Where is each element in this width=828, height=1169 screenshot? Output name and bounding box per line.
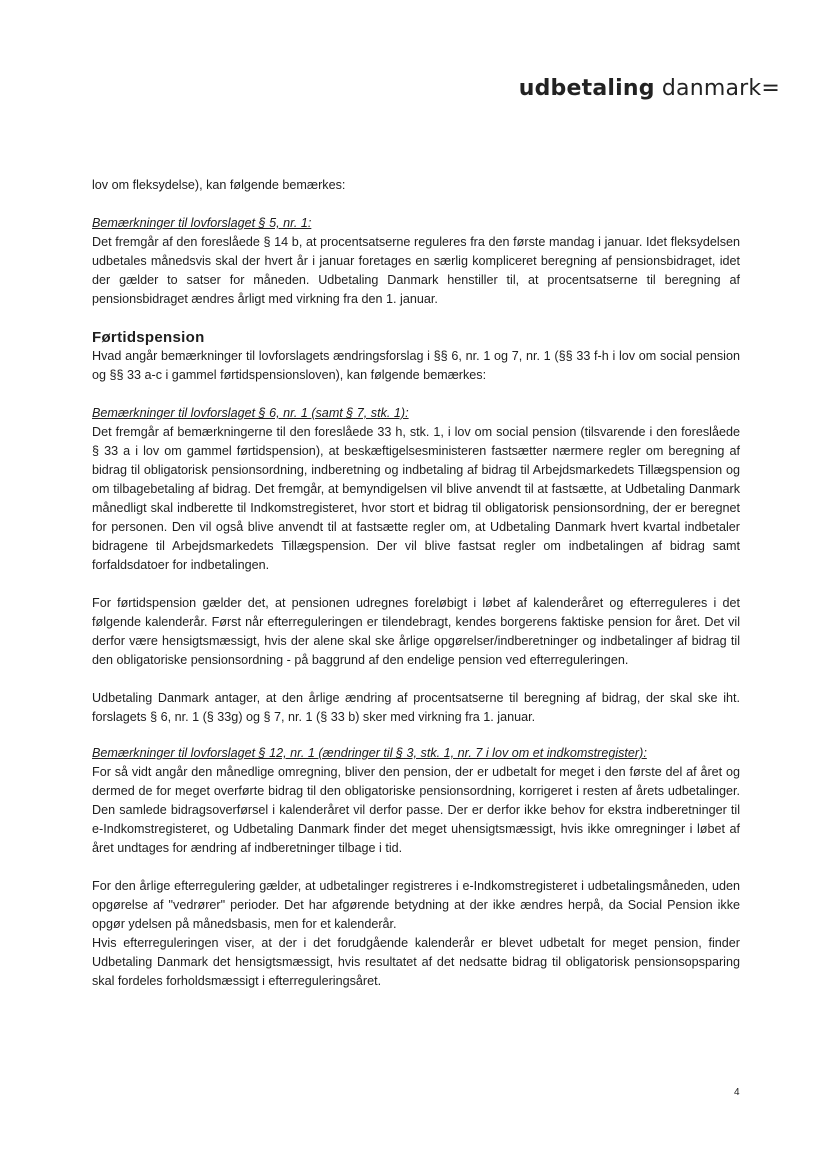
fortidspension-intro: Hvad angår bemærkninger til lovforslagets ændringsforslag i §§ 6, nr. 1 og 7, nr. 1 (§§ 33 f-h i lov om social pension og §§ 33 a-c i gammel førtidspensionsloven), kan følgende bemærkes: xyxy=(92,349,740,382)
section-text-12: For så vidt angår den månedlige omregning, bliver den pension, der er udbetalt for meget i den første del af året og dermed de for meget overførte bidrag til den obligatoriske pensionsordning, korrigeret i resten af årets udbetalinger. Den samlede bidragsoverførsel i kalenderåret vil derfor passe. Der er derfor ikke behov for ekstra indberetninger til e-Indkomstregisteret, og Udbetaling Danmark finder det meget uhensigtsmæssigt, hvis ikke omregninger i løbet af året undtages for ændring af indberetninger tilbage i tid. xyxy=(92,765,740,855)
section-text-5: Det fremgår af den foreslåede § 14 b, at procentsatserne reguleres fra den første mandag i januar. Idet fleksydelsen udbetales månedsvis skal der hvert år i januar foretages en særlig kompliceret beregning af pensionsbidraget, idet der gælder to satser for måneden. Udbetaling Danmark henstiller til, at procentsatserne til beregning af pensionsbidraget ændres årligt med virkning fra den 1. januar. xyxy=(92,235,740,306)
heading-fortidspension: Førtidspension xyxy=(92,329,205,346)
section-heading-12: Bemærkninger til lovforslaget § 12, nr. 1 (ændringer til § 3, stk. 1, nr. 7 i lov om et indkomstregister): xyxy=(92,746,647,760)
fortidspension-paragraph-3: Udbetaling Danmark antager, at den årlige ændring af procentsatserne til beregning af bidrag, der skal ske iht. forslagets § 6, nr. 1 (§ 33g) og § 7, nr. 1 (§ 33 b) sker med virkning fra 1. januar. xyxy=(92,691,740,724)
efterregulering-paragraph-1: For den årlige efterregulering gælder, at udbetalinger registreres i e-Indkomstregisteret i udbetalingsmåneden, uden opgørelse af "vedrører" perioder. Det har afgørende betydning at der ikke ændres herpå, da Social Pension ikke opgør ydelsen på månedsbasis, men for et kalenderår. xyxy=(92,879,740,931)
fortidspension-paragraph-2: For førtidspension gælder det, at pensionen udregnes foreløbigt i løbet af kalenderåret og efterreguleres i det følgende kalenderår. Først når efterreguleringen er tilendebragt, kendes borgerens faktiske pension for året. Det vil derfor være hensigtsmæssigt, hvis der alene skal ske årlige opgørelser/indberetninger og indbetalinger af bidrag til den obligatoriske pensionsordning - på baggrund af den endelige pension ved efterreguleringen. xyxy=(92,596,740,667)
document-body xyxy=(92,176,740,991)
efterregulering-paragraph-2: Hvis efterreguleringen viser, at der i det forudgående kalenderår er blevet udbetalt for meget pension, finder Udbetaling Danmark det hensigtsmæssigt, hvis resultatet af det nedsatte bidrag til obligatorisk pensionsopsparing skal fordeles forholdsmæssigt i efterreguleringsåret. xyxy=(92,936,740,988)
page-number: 4 xyxy=(734,1087,740,1098)
section-text-6: Det fremgår af bemærkningerne til den foreslåede 33 h, stk. 1, i lov om social pension (tilsvarende i den foreslåede § 33 a i lov om gammel førtidspension), at beskæftigelsesministeren fastsætter nærmere regler om beregning af bidrag til obligatorisk pensionsordning, indberetning og indbetaling af bidrag til Arbejdsmarkedets Tillægspension og om tilbagebetaling af bidrag. Det fremgår, at bemyndigelsen vil blive anvendt til at fastsætte, at Udbetaling Danmark månedligt skal indberette til Indkomstregisteret, hvor stort et bidrag til obligatorisk pensionsordning, der er beregnet for personen. Den vil også blive anvendt til at fastsætte regler om, at Udbetaling Danmark hvert kvartal indbetaler bidragene til Arbejdsmarkedets Tillægspension. Der vil blive fastsat regler om indbetalingen af bidrag samt forfaldsdatoer for indbetalingen. xyxy=(92,425,740,572)
section-heading-6: Bemærkninger til lovforslaget § 6, nr. 1 (samt § 7, stk. 1): xyxy=(92,406,409,420)
logo-bold-text: udbetaling xyxy=(518,76,655,101)
logo-light-text: danmark= xyxy=(661,76,780,101)
intro-paragraph: lov om fleksydelse), kan følgende bemærkes: xyxy=(92,178,346,192)
section-heading-5: Bemærkninger til lovforslaget § 5, nr. 1: xyxy=(92,216,312,230)
udbetaling-danmark-logo xyxy=(519,76,780,101)
